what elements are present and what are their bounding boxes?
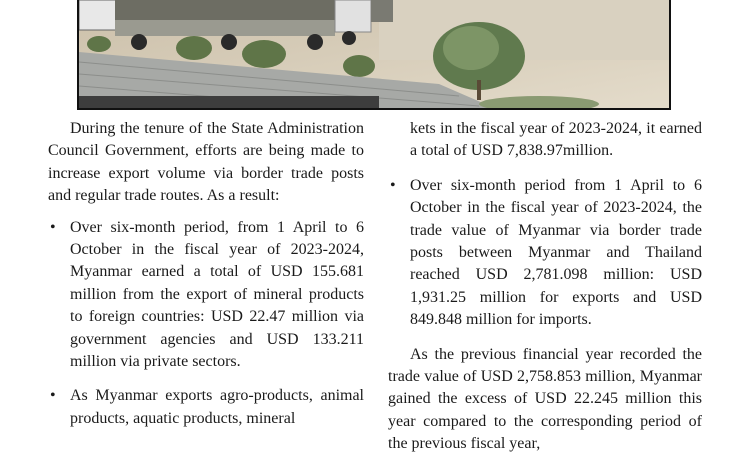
- trucks-photo: [77, 0, 671, 110]
- bullet-item-agro-exports: [48, 385, 364, 430]
- left-column: [48, 118, 364, 430]
- bullet-text: Over six-month period from 1 April to 6 October in the fiscal year of 2023-2024, the trade value of Myanmar via border trade posts between Myanmar and Thailand reached USD 2,781.098 million: USD 1,931.25 million for exports and USD 849.848 million for imports.: [410, 176, 702, 329]
- intro-paragraph: During the tenure of the State Administration Council Government, efforts are being made to increase export volume via border trade posts and regular trade routes. As a result:: [48, 120, 364, 205]
- closing-paragraph: As the previous financial year recorded the trade value of USD 2,758.853 million, Myanmar gained the excess of USD 22.245 million this year compared to the corresponding period of the previous fiscal year,: [388, 345, 702, 453]
- bullet-icon: •: [50, 387, 56, 405]
- bullet-text: As Myanmar exports agro-products, animal products, aquatic products, mineral: [70, 387, 364, 427]
- bullet-item-mineral-exports: [48, 217, 364, 374]
- bullet-icon: •: [390, 176, 396, 194]
- trucks-at-border-trade-post-image: [79, 0, 671, 110]
- bullet-text: Over six-month period, from 1 April to 6 October in the fiscal year of 2023-2024, Myanmar earned a total of USD 155.681 million from the export of mineral products to foreign countries: USD 22.47 million via government agencies and USD 133.211 million via private sectors.: [70, 218, 364, 371]
- bullet-item-thailand-trade: [388, 175, 702, 332]
- bullet-icon: •: [50, 218, 56, 236]
- right-column: [388, 118, 702, 456]
- continuation-paragraph: kets in the fiscal year of 2023-2024, it earned a total of USD 7,838.97million.: [410, 120, 702, 160]
